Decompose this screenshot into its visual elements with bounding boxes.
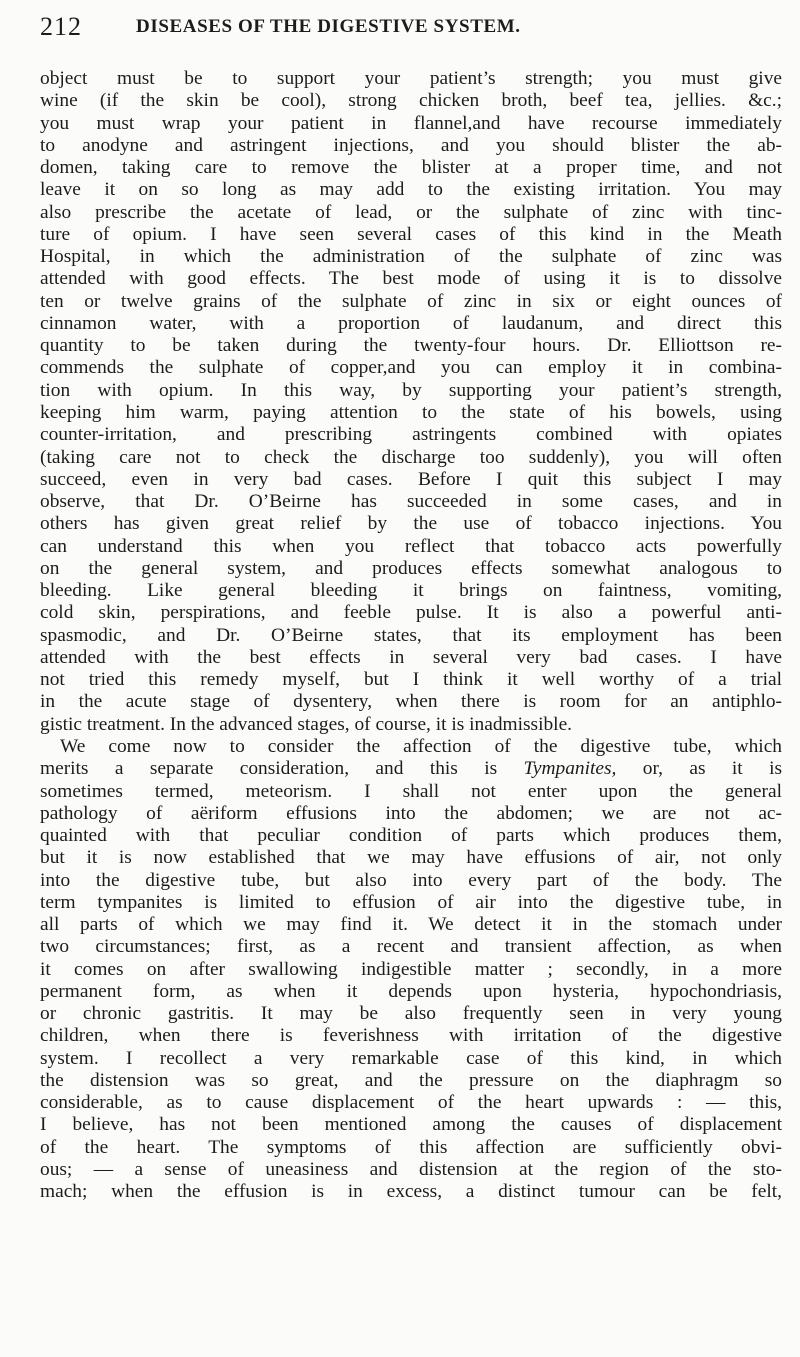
text-line: mach; when the effusion is in excess, a distinct tumour can be felt, — [40, 1181, 782, 1203]
text-line: commends the sulphate of copper,and you can employ it in combina- — [40, 357, 782, 379]
text-line: permanent form, as when it depends upon hysteria, hypochondriasis, — [40, 980, 782, 1002]
text-line: two circumstances; first, as a recent and transient affection, as when — [40, 936, 782, 958]
text-line: gistic treatment. In the advanced stages, of course, it is inadmissible. — [40, 713, 573, 735]
text-line: considerable, as to cause displacement of the heart upwards : — this, — [40, 1092, 782, 1114]
text-line: observe, that Dr. O’Beirne has succeeded in some cases, and in — [40, 491, 782, 513]
text-line: leave it on so long as may add to the existing irritation. You may — [40, 179, 782, 201]
text-line: cinnamon water, with a proportion of laudanum, and direct this — [40, 312, 782, 334]
text-line: term tympanites is limited to effusion of air into the digestive tube, in — [40, 891, 782, 913]
text-line: sometimes termed, meteorism. I shall not enter upon the general — [40, 780, 782, 802]
text-line-with-term — [40, 758, 782, 780]
text-line: I believe, has not been mentioned among the causes of displacement — [40, 1114, 782, 1136]
text-line: but it is now established that we may have effusions of air, not only — [40, 847, 782, 869]
page-number: 212 — [40, 12, 82, 41]
text-line: bleeding. Like general bleeding it brings on faintness, vomiting, — [40, 580, 782, 602]
text-line: domen, taking care to remove the blister at a proper time, and not — [40, 157, 782, 179]
text-line: wine (if the skin be cool), strong chicken broth, beef tea, jellies. &c.; — [40, 90, 782, 112]
text-line: can understand this when you reflect that tobacco acts powerfully — [40, 535, 782, 557]
text-line: quainted with that peculiar condition of parts which produces them, — [40, 825, 782, 847]
text-line: all parts of which we may find it. We detect it in the stomach under — [40, 914, 782, 936]
text-line: you must wrap your patient in flannel,and have recourse immediately — [40, 112, 782, 134]
text-line: keeping him warm, paying attention to the state of his bowels, using — [40, 401, 782, 423]
text-segment: or, as it is — [616, 758, 782, 780]
paragraph-start-line: We come now to consider the affection of the digestive tube, which — [60, 735, 782, 757]
text-line: on the general system, and produces effects somewhat analogous to — [40, 557, 782, 579]
text-line: not tried this remedy myself, but I think it well worthy of a trial — [40, 669, 782, 691]
text-line: it comes on after swallowing indigestible matter ; secondly, in a more — [40, 958, 782, 980]
text-line: ous; — a sense of uneasiness and distension at the region of the sto- — [40, 1159, 782, 1181]
text-line: into the digestive tube, but also into every part of the body. The — [40, 869, 782, 891]
text-line: quantity to be taken during the twenty-four hours. Dr. Elliottson re- — [40, 335, 782, 357]
text-line: or chronic gastritis. It may be also frequently seen in very young — [40, 1003, 782, 1025]
text-line: children, when there is feverishness with irritation of the digestive — [40, 1025, 782, 1047]
text-line: spasmodic, and Dr. O’Beirne states, that its employment has been — [40, 624, 782, 646]
running-title: DISEASES OF THE DIGESTIVE SYSTEM. — [136, 16, 521, 37]
text-line: (taking care not to check the discharge too suddenly), you will often — [40, 446, 782, 468]
text-segment: merits a separate consideration, and this is — [40, 758, 524, 780]
text-line: the distension was so great, and the pressure on the diaphragm so — [40, 1069, 782, 1091]
text-line: succeed, even in very bad cases. Before I quit this subject I may — [40, 468, 782, 490]
text-line: system. I recollect a very remarkable case of this kind, in which — [40, 1047, 782, 1069]
text-line: to anodyne and astringent injections, and you should blister the ab- — [40, 134, 782, 156]
body-text — [40, 68, 782, 1204]
text-line: ten or twelve grains of the sulphate of zinc in six or eight ounces of — [40, 290, 782, 312]
italic-term: Tympanites, — [523, 758, 617, 780]
text-line: cold skin, perspirations, and feeble pulse. It is also a powerful anti- — [40, 602, 782, 624]
text-line: object must be to support your patient’s strength; you must give — [40, 68, 782, 89]
text-line: attended with the best effects in several very bad cases. I have — [40, 646, 782, 668]
text-line: counter-irritation, and prescribing astringents combined with opiates — [40, 424, 782, 446]
running-head — [40, 10, 780, 44]
text-line: attended with good effects. The best mode of using it is to dissolve — [40, 268, 782, 290]
text-line: pathology of aëriform effusions into the abdomen; we are not ac- — [40, 802, 782, 824]
text-line: tion with opium. In this way, by supporting your patient’s strength, — [40, 379, 782, 401]
text-line: others has given great relief by the use of tobacco injections. You — [40, 513, 782, 535]
text-line: also prescribe the acetate of lead, or the sulphate of zinc with tinc- — [40, 201, 782, 223]
text-line: ture of opium. I have seen several cases of this kind in the Meath — [40, 223, 782, 245]
text-line: Hospital, in which the administration of the sulphate of zinc was — [40, 246, 782, 268]
text-line: in the acute stage of dysentery, when there is room for an antiphlo- — [40, 691, 782, 713]
text-line: of the heart. The symptoms of this affection are sufficiently obvi- — [40, 1136, 782, 1158]
